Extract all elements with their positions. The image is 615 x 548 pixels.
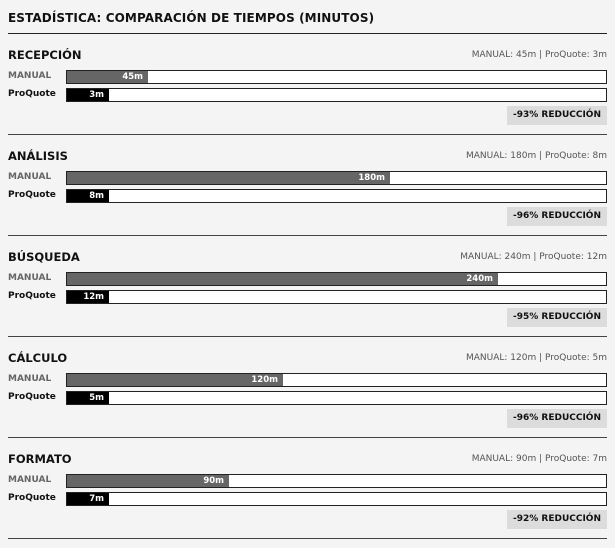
series-label-proquote: ProQuote bbox=[8, 493, 56, 503]
series-label-proquote: ProQuote bbox=[8, 190, 56, 200]
page-title: ESTADÍSTICA: COMPARACIÓN DE TIEMPOS (MINUTOS) bbox=[8, 11, 375, 25]
bar-proquote bbox=[67, 291, 109, 303]
section-title: BÚSQUEDA bbox=[8, 250, 80, 264]
series-label-manual: MANUAL bbox=[8, 475, 52, 485]
bar-value-label: 120m bbox=[251, 375, 278, 385]
bar-value-label: 240m bbox=[466, 274, 493, 284]
bar-track bbox=[66, 474, 607, 488]
bar-value-label: 45m bbox=[122, 72, 143, 82]
series-label-proquote: ProQuote bbox=[8, 291, 56, 301]
bar-track bbox=[66, 70, 607, 84]
bar-track bbox=[66, 391, 607, 405]
bar-value-label: 5m bbox=[89, 393, 104, 403]
series-label-manual: MANUAL bbox=[8, 172, 52, 182]
bar-proquote bbox=[67, 89, 109, 101]
bar-track bbox=[66, 492, 607, 506]
section-summary: MANUAL: 90m | ProQuote: 7m bbox=[471, 454, 607, 464]
reduction-badge: -92% REDUCCIÓN bbox=[507, 510, 607, 529]
bar-track bbox=[66, 189, 607, 203]
bar-manual bbox=[67, 172, 390, 184]
section-title: RECEPCIÓN bbox=[8, 48, 82, 62]
section bbox=[8, 236, 607, 337]
section-summary: MANUAL: 45m | ProQuote: 3m bbox=[471, 50, 607, 60]
bar-track bbox=[66, 88, 607, 102]
section-title: ANÁLISIS bbox=[8, 149, 68, 163]
section bbox=[8, 337, 607, 438]
bar-manual bbox=[67, 71, 148, 83]
section-divider bbox=[8, 538, 607, 539]
bar-value-label: 3m bbox=[89, 90, 104, 100]
section bbox=[8, 438, 607, 539]
series-label-manual: MANUAL bbox=[8, 71, 52, 81]
section bbox=[8, 135, 607, 236]
section-title: CÁLCULO bbox=[8, 351, 68, 365]
series-label-manual: MANUAL bbox=[8, 273, 52, 283]
section-summary: MANUAL: 240m | ProQuote: 12m bbox=[460, 252, 607, 262]
section-summary: MANUAL: 120m | ProQuote: 5m bbox=[465, 353, 607, 363]
bar-proquote bbox=[67, 392, 109, 404]
series-label-proquote: ProQuote bbox=[8, 89, 56, 99]
bar-proquote bbox=[67, 493, 109, 505]
section-summary: MANUAL: 180m | ProQuote: 8m bbox=[465, 151, 607, 161]
section bbox=[8, 34, 607, 135]
bar-value-label: 180m bbox=[358, 173, 385, 183]
reduction-badge: -93% REDUCCIÓN bbox=[507, 106, 607, 125]
reduction-badge: -96% REDUCCIÓN bbox=[507, 409, 607, 428]
bar-track bbox=[66, 290, 607, 304]
bar-value-label: 12m bbox=[83, 292, 104, 302]
bar-track bbox=[66, 171, 607, 185]
bar-value-label: 8m bbox=[89, 191, 104, 201]
section-title: FORMATO bbox=[8, 452, 72, 466]
bar-proquote bbox=[67, 190, 109, 202]
series-label-proquote: ProQuote bbox=[8, 392, 56, 402]
bar-manual bbox=[67, 475, 229, 487]
bar-track bbox=[66, 373, 607, 387]
bar-value-label: 7m bbox=[89, 494, 104, 504]
series-label-manual: MANUAL bbox=[8, 374, 52, 384]
reduction-badge: -96% REDUCCIÓN bbox=[507, 207, 607, 226]
bar-value-label: 90m bbox=[203, 476, 224, 486]
bar-manual bbox=[67, 273, 498, 285]
bar-track bbox=[66, 272, 607, 286]
reduction-badge: -95% REDUCCIÓN bbox=[507, 308, 607, 327]
bar-manual bbox=[67, 374, 283, 386]
